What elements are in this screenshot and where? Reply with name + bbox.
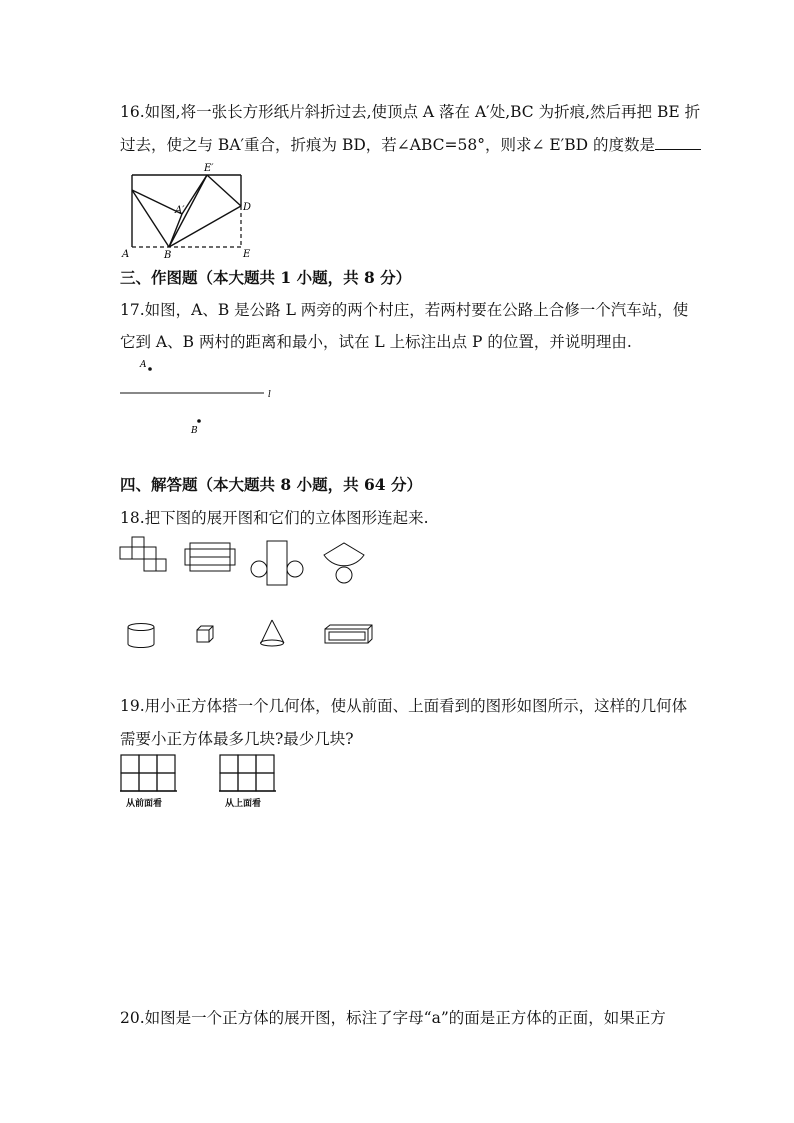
front-view-grid — [120, 755, 177, 791]
label-B: B — [191, 426, 198, 436]
q19-text-line1: 19.用小正方体搭一个几何体，使从前面、上面看到的图形如图所示，这样的几何体 — [120, 697, 688, 715]
label-B: B — [164, 250, 172, 260]
village-B-point — [197, 419, 201, 423]
cuboid-icon[interactable] — [325, 625, 372, 643]
q17-figure — [118, 355, 283, 441]
label-A: A — [122, 249, 130, 260]
label-l: l — [268, 390, 271, 400]
cylinder-net-icon[interactable] — [251, 541, 303, 585]
q17-text-line1: 17.如图，A、B 是公路 L 两旁的两个村庄，若两村要在公路上合修一个汽车站，使 — [120, 301, 689, 319]
section4-heading: 四、解答题（本大题共 8 小题，共 64 分） — [120, 475, 422, 494]
q18-solids — [118, 616, 378, 658]
q19-views — [118, 752, 288, 816]
q19-text-line2: 需要小正方体最多几块?最少几块? — [120, 730, 354, 748]
q18-nets — [118, 535, 368, 591]
cone-icon[interactable] — [261, 620, 285, 646]
front-view-caption: 从前面看 — [126, 799, 163, 809]
q16-text-line2 — [120, 133, 705, 155]
answer-blank[interactable] — [655, 135, 701, 150]
cylinder-icon[interactable] — [128, 624, 154, 648]
top-view-caption: 从上面看 — [225, 799, 262, 809]
cube-net-icon[interactable] — [120, 537, 166, 571]
label-E: E — [243, 249, 251, 260]
cube-icon[interactable] — [197, 626, 213, 642]
q16-text-line2-body: 过去，使之与 BA′重合，折痕为 BD，若∠ABC=58°，则求∠ E′BD 的度数是 — [120, 136, 655, 154]
label-A-prime: A′ — [175, 205, 185, 216]
label-D: D — [243, 202, 252, 213]
top-view-grid — [219, 755, 276, 791]
q20-text-line1: 20.如图是一个正方体的展开图，标注了字母“a”的面是正方体的正面，如果正方 — [120, 1009, 666, 1027]
q17-text-line2: 它到 A、B 两村的距离和最小，试在 L 上标注出点 P 的位置，并说明理由. — [120, 333, 632, 351]
q16-figure — [118, 162, 258, 264]
cone-net-icon[interactable] — [324, 543, 364, 583]
q16-text-line1: 16.如图,将一张长方形纸片斜折过去,使顶点 A 落在 A′处,BC 为折痕,然后再把 BE 折 — [120, 103, 701, 121]
label-A: A — [140, 360, 147, 370]
village-A-point — [148, 367, 152, 371]
q18-text: 18.把下图的展开图和它们的立体图形连起来. — [120, 509, 429, 527]
label-E-prime: E′ — [204, 163, 214, 174]
section3-heading: 三、作图题（本大题共 1 小题，共 8 分） — [120, 268, 412, 287]
cuboid-net-icon[interactable] — [185, 543, 235, 571]
